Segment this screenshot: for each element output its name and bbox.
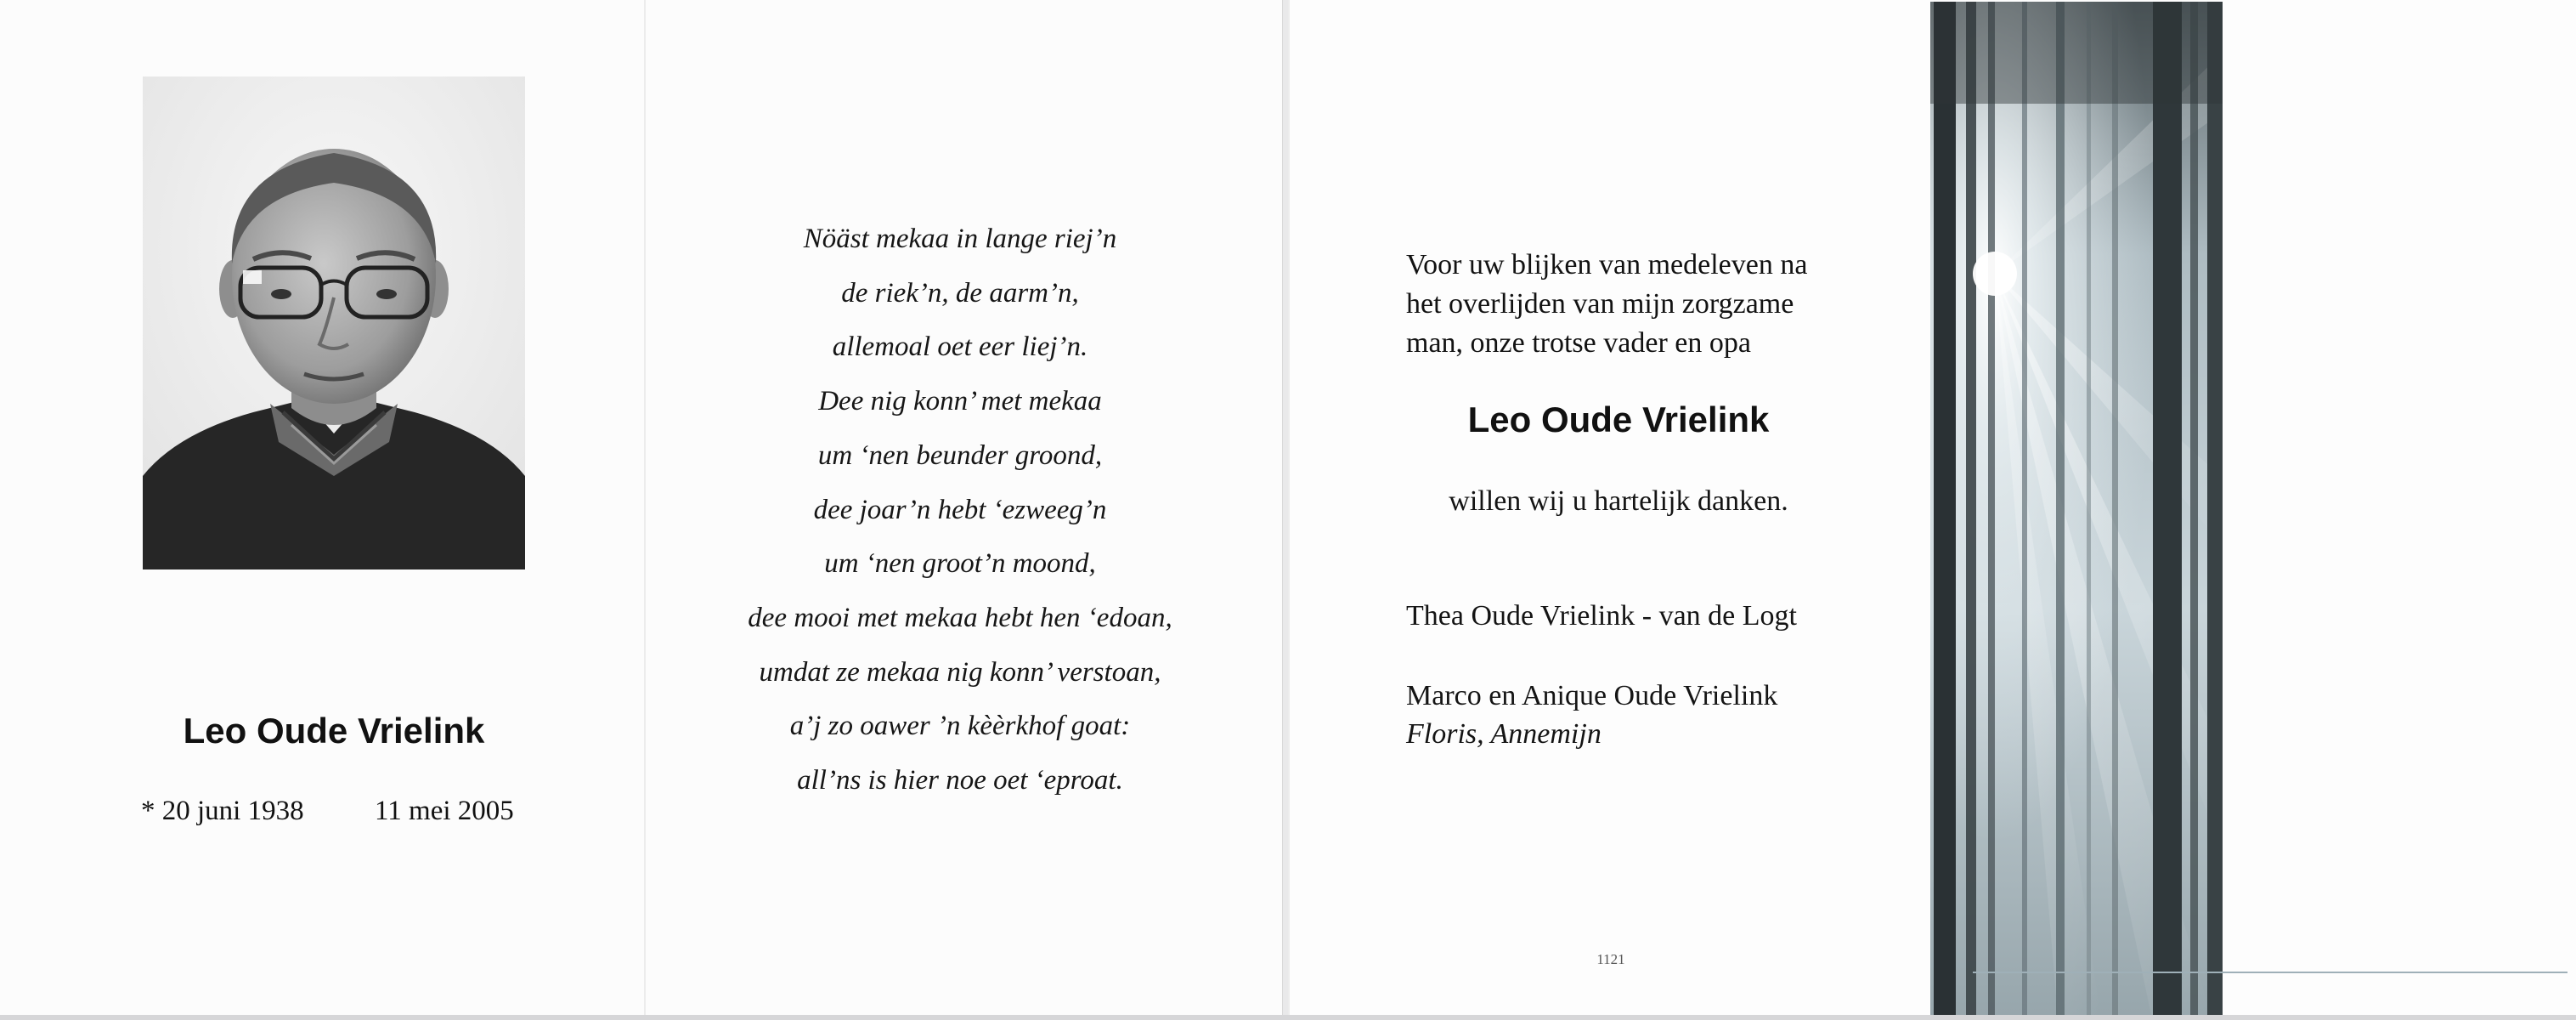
family-children-names: Marco en Anique Oude Vrielink <box>1406 680 1778 711</box>
card-bottom-edge <box>0 1015 2576 1020</box>
thanks-closing: willen wij u hartelijk danken. <box>1449 485 1788 517</box>
death-date: 11 mei 2005 <box>375 796 514 826</box>
fold-line-center <box>1288 0 1290 1017</box>
birth-date: * 20 juni 1938 <box>141 796 304 826</box>
thanks-intro <box>1406 246 1807 363</box>
bottom-stripe <box>1973 972 2568 973</box>
poem-line: Nöäst mekaa in lange riej’n <box>803 224 1117 254</box>
poem <box>697 212 1223 808</box>
thanks-intro-line: het overlijden van mijn zorgzame <box>1406 288 1794 320</box>
deceased-name-front: Leo Oude Vrielink <box>183 711 485 751</box>
family-grandchildren: Floris, Annemijn <box>1406 718 1602 750</box>
poem-line: Dee nig konn’ met mekaa <box>818 386 1102 417</box>
family-children <box>1406 677 1777 753</box>
poem-line: dee joar’n hebt ‘ezweeg’n <box>813 494 1107 525</box>
poem-line: um ‘nen beunder groond, <box>817 439 1103 471</box>
poem-line: de riek’n, de aarm’n, <box>841 277 1079 309</box>
card-number: 1121 <box>1596 951 1625 967</box>
portrait-photo <box>143 76 525 570</box>
deceased-name-thanks: Leo Oude Vrielink <box>1467 400 1770 439</box>
forest-sunlight-photo <box>1930 2 2223 1015</box>
family-spouse: Thea Oude Vrielink - van de Logt <box>1406 600 1797 632</box>
poem-line: um ‘nen groot’n moond, <box>824 548 1096 580</box>
fold-line-left <box>644 0 646 1017</box>
poem-line: umdat ze mekaa nig konn’ verstoan, <box>759 656 1161 688</box>
poem-line: a’j zo oawer ’n kèèrkhof goat: <box>789 711 1131 742</box>
thanks-intro-line: man, onze trotse vader en opa <box>1406 327 1751 359</box>
thanks-intro-line: Voor uw blijken van medeleven na <box>1406 249 1808 280</box>
poem-line: allemoal oet eer liej’n. <box>832 332 1088 363</box>
poem-line: dee mooi met mekaa hebt hen ‘edoan, <box>748 602 1172 633</box>
poem-line: all’ns is hier noe oet ‘eproat. <box>797 765 1123 796</box>
